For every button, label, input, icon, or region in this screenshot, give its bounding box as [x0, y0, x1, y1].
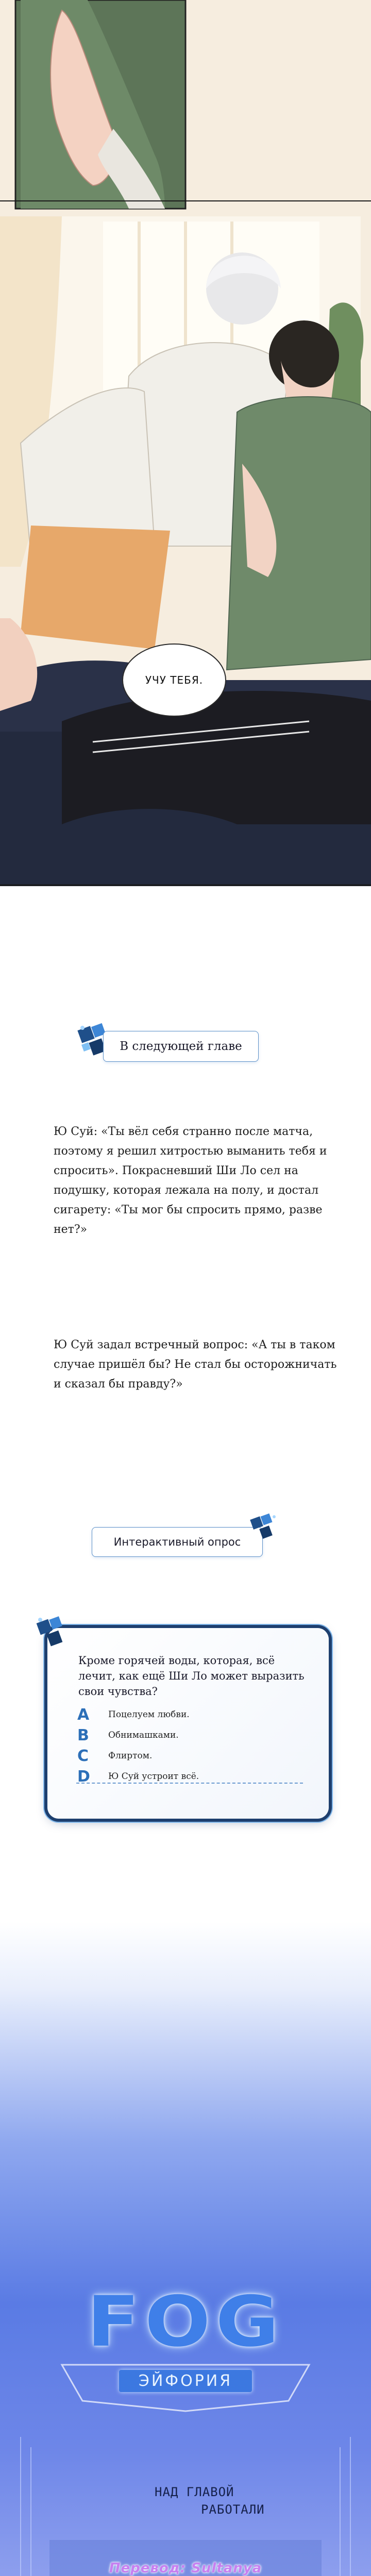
poll-title-banner — [92, 1520, 277, 1556]
fog-logo: FOG — [87, 2281, 284, 2363]
preview-text-1 — [54, 1122, 342, 1240]
poll-option-letter: B — [77, 1726, 89, 1744]
team-heading-line-2: РАБОТАЛИ — [201, 2502, 265, 2517]
preview-paragraph-1: Ю Суй: «Ты вёл себя странно после матча, поэтому я решил хитростью выманить тебя и спросить». Покрасневший Ши Ло сел на подушку, которая лежала на полу, и достал сигарету: «Ты мог бы спросить прямо, разве нет?» — [54, 1125, 327, 1236]
poll-option-d[interactable] — [77, 1766, 199, 1787]
preview-text-2 — [54, 1335, 342, 1394]
poll-card — [47, 1628, 329, 1819]
next-chapter-banner — [72, 1018, 289, 1074]
credit-translator: Перевод: Sultanya — [109, 2561, 262, 2576]
poll-option-a[interactable] — [77, 1704, 190, 1725]
cube-icon — [32, 1612, 73, 1653]
logo-subtitle-text: ЭЙФОРИЯ — [119, 2370, 252, 2392]
poll-option-text: Обнимашками. — [108, 1730, 179, 1740]
speech-bubble-text: УЧУ ТЕБЯ. — [145, 674, 204, 686]
poll-option-letter: D — [77, 1767, 90, 1786]
poll-option-text: Флиртом. — [108, 1751, 153, 1761]
team-heading-line-1: НАД ГЛАВОЙ — [155, 2485, 234, 2499]
poll-option-letter: C — [77, 1747, 89, 1765]
logo-subtitle — [0, 2370, 371, 2392]
credits-section — [0, 1922, 371, 2576]
cube-icon — [246, 1510, 282, 1546]
comic-panels — [0, 0, 371, 886]
comic-artwork — [0, 0, 371, 886]
poll-divider — [76, 1783, 303, 1784]
preview-paragraph-2: Ю Суй задал встречный вопрос: «А ты в таком случае пришёл бы? Не стал бы осторожничать и сказал бы правду?» — [54, 1338, 337, 1391]
poll-question: Кроме горячей воды, которая, всё лечит, как ещё Ши Ло может выразить свои чувства? — [78, 1654, 305, 1698]
poll-option-letter: A — [77, 1705, 90, 1724]
poll-option-text: Ю Суй устроит всё. — [108, 1771, 199, 1782]
poll-option-c[interactable] — [77, 1745, 152, 1766]
team-heading — [155, 2483, 325, 2518]
poll-option-b[interactable] — [77, 1725, 179, 1745]
credits-background — [0, 1922, 371, 2576]
poll-title: Интерактивный опрос — [92, 1527, 263, 1557]
speech-bubble — [123, 643, 226, 717]
poll-option-text: Поцелуем любви. — [108, 1709, 190, 1720]
next-chapter-label: В следующей главе — [103, 1031, 259, 1062]
